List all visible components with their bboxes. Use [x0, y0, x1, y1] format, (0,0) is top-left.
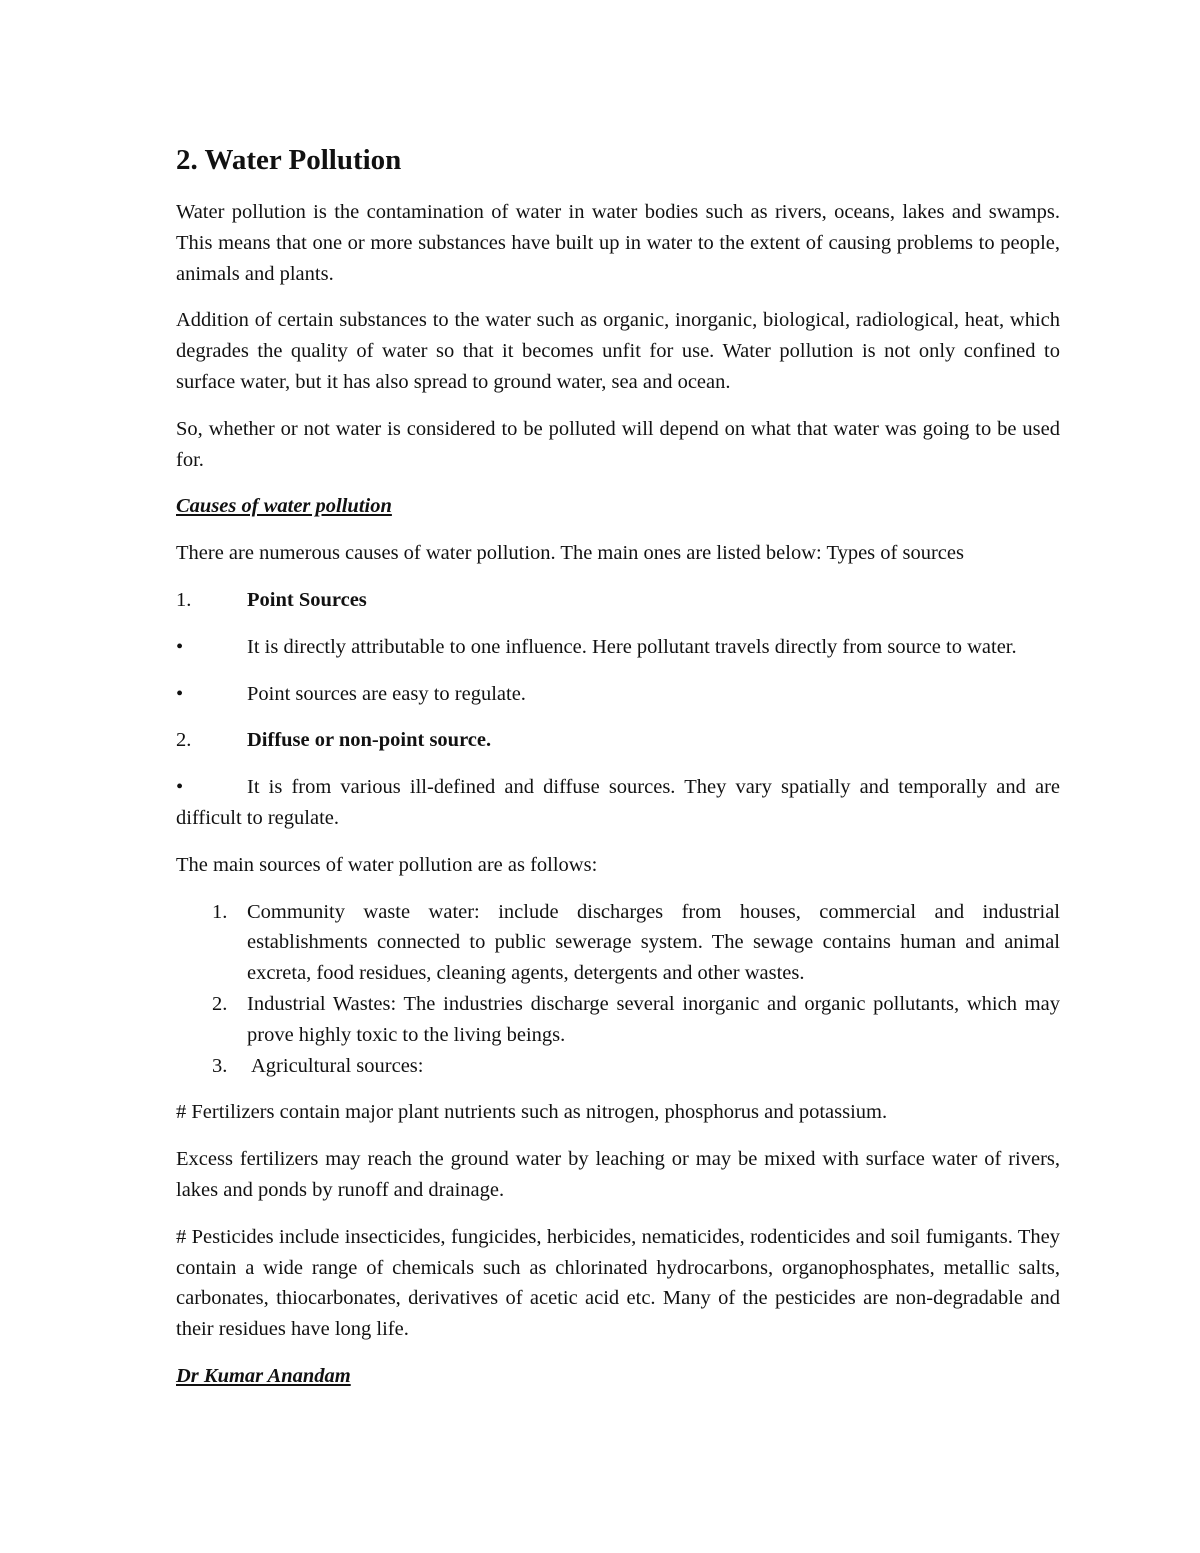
list-item-text: Industrial Wastes: The industries discharge several inorganic and organic pollutants, which may prove highly toxic to the living beings. [247, 992, 1060, 1046]
bullet-text: It is directly attributable to one influence. Here pollutant travels directly from source to water. [247, 635, 1017, 658]
bullet-icon: • [176, 635, 184, 658]
bullet-icon: • [176, 776, 184, 799]
paragraph-definition: Water pollution is the contamination of water in water bodies such as rivers, oceans, lakes and swamps. This means that one or more substances have built up in water to the extent of causing problems to people, animals and plants. [176, 201, 1060, 285]
main-sources-list [176, 897, 1060, 1082]
bullet-text: It is from various ill-defined and diffuse sources. They vary spatially and temporally and are difficult to regulate. [176, 776, 1060, 829]
list-item [176, 1051, 1060, 1082]
causes-heading: Causes of water pollution [176, 495, 392, 518]
list-item-text: Community waste water: include discharges from houses, commercial and industrial establishments connected to public sewerage system. The sewage contains human and animal excreta, food residues, cleaning agents, detergents and other wastes. [247, 900, 1060, 985]
list-item [176, 989, 1060, 1051]
bullet-text: Point sources are easy to regulate. [247, 682, 526, 705]
diffuse-sources-number: 2. [176, 729, 192, 752]
list-item-number: 1. [212, 900, 228, 923]
point-sources-bullet [176, 679, 1060, 710]
pesticides-paragraph: # Pesticides include insecticides, fungicides, herbicides, nematicides, rodenticides and soil fumigants. They contain a wide range of chemicals such as chlorinated hydrocarbons, organophosphates, metallic salts, carbonates, thiocarbonates, derivatives of acetic acid etc. Many of the pesticides are non-degradable and their residues have long life. [176, 1225, 1060, 1341]
diffuse-sources-heading [176, 725, 1060, 756]
document-page [176, 142, 1060, 1408]
list-item-text: Agricultural sources: [247, 1054, 424, 1077]
diffuse-sources-bullet [176, 772, 1060, 834]
main-sources-intro: The main sources of water pollution are as follows: [176, 853, 598, 876]
point-sources-heading [176, 585, 1060, 616]
bullet-icon: • [176, 682, 184, 705]
author-signature: Dr Kumar Anandam [176, 1364, 351, 1387]
paragraph-whether: So, whether or not water is considered to be polluted will depend on what that water was going to be used for. [176, 417, 1060, 471]
point-sources-number: 1. [176, 588, 192, 611]
page-title: 2. Water Pollution [176, 144, 402, 176]
list-item [176, 897, 1060, 989]
diffuse-sources-label: Diffuse or non-point source. [247, 729, 492, 752]
paragraph-addition: Addition of certain substances to the water such as organic, inorganic, biological, radiological, heat, which degrades the quality of water so that it becomes unfit for use. Water pollution is not only confined to surface water, but it has also spread to ground water, sea and ocean. [176, 309, 1060, 393]
causes-intro: There are numerous causes of water pollution. The main ones are listed below: Types of sources [176, 542, 964, 565]
point-sources-bullet [176, 632, 1060, 663]
list-item-number: 3. [212, 1054, 228, 1077]
point-sources-label: Point Sources [247, 588, 367, 611]
fertilizers-paragraph: # Fertilizers contain major plant nutrients such as nitrogen, phosphorus and potassium. [176, 1101, 888, 1124]
excess-fertilizers-paragraph: Excess fertilizers may reach the ground water by leaching or may be mixed with surface water of rivers, lakes and ponds by runoff and drainage. [176, 1148, 1060, 1201]
list-item-number: 2. [212, 992, 228, 1015]
